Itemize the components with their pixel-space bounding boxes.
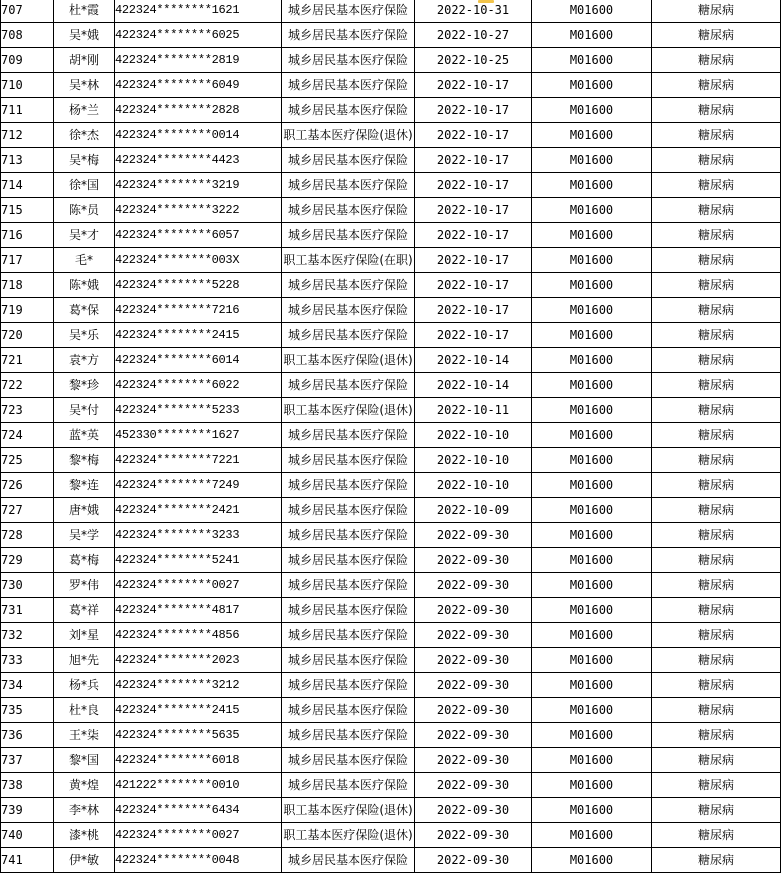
row-number-cell: 711 [1,98,54,123]
disease-name-cell: 糖尿病 [652,648,781,673]
insurance-type-cell: 城乡居民基本医疗保险 [282,98,415,123]
disease-code-cell: M01600 [532,448,652,473]
disease-name-cell: 糖尿病 [652,48,781,73]
id-number-cell: 422324********6057 [115,223,282,248]
disease-code-cell: M01600 [532,748,652,773]
row-number-cell: 712 [1,123,54,148]
date-cell: 2022-10-17 [415,198,532,223]
insurance-type-cell: 城乡居民基本医疗保险 [282,773,415,798]
disease-name-cell: 糖尿病 [652,548,781,573]
date-cell: 2022-09-30 [415,598,532,623]
id-number-cell: 422324********2415 [115,698,282,723]
table-row [1,98,781,123]
id-number-cell: 422324********0014 [115,123,282,148]
disease-name-cell: 糖尿病 [652,448,781,473]
disease-code-cell: M01600 [532,248,652,273]
table-row [1,373,781,398]
disease-code-cell: M01600 [532,623,652,648]
patient-name-cell: 李*林 [54,798,115,823]
id-number-cell: 422324********2421 [115,498,282,523]
disease-code-cell: M01600 [532,348,652,373]
row-number-cell: 718 [1,273,54,298]
insurance-type-cell: 城乡居民基本医疗保险 [282,48,415,73]
patient-name-cell: 吴*付 [54,398,115,423]
patient-name-cell: 毛* [54,248,115,273]
row-number-cell: 726 [1,473,54,498]
insurance-type-cell: 城乡居民基本医疗保险 [282,473,415,498]
patient-name-cell: 罗*伟 [54,573,115,598]
table-row [1,273,781,298]
row-number-cell: 731 [1,598,54,623]
row-number-cell: 716 [1,223,54,248]
table-row [1,173,781,198]
patient-name-cell: 唐*娥 [54,498,115,523]
row-number-cell: 719 [1,298,54,323]
insurance-type-cell: 城乡居民基本医疗保险 [282,73,415,98]
row-number-cell: 709 [1,48,54,73]
date-cell: 2022-09-30 [415,773,532,798]
date-cell: 2022-09-30 [415,648,532,673]
date-cell: 2022-10-17 [415,123,532,148]
insurance-type-cell: 城乡居民基本医疗保险 [282,648,415,673]
insurance-type-cell: 城乡居民基本医疗保险 [282,323,415,348]
insurance-type-cell: 城乡居民基本医疗保险 [282,523,415,548]
patient-name-cell: 刘*星 [54,623,115,648]
table-row [1,198,781,223]
patient-name-cell: 吴*林 [54,73,115,98]
row-number-cell: 740 [1,823,54,848]
date-cell: 2022-10-17 [415,298,532,323]
table-row [1,298,781,323]
disease-name-cell: 糖尿病 [652,248,781,273]
disease-code-cell: M01600 [532,473,652,498]
disease-code-cell: M01600 [532,223,652,248]
id-number-cell: 422324********1621 [115,0,282,23]
disease-code-cell: M01600 [532,48,652,73]
insurance-type-cell: 职工基本医疗保险(退休) [282,123,415,148]
insurance-type-cell: 职工基本医疗保险(退休) [282,398,415,423]
disease-name-cell: 糖尿病 [652,498,781,523]
patient-name-cell: 袁*方 [54,348,115,373]
date-cell: 2022-09-30 [415,548,532,573]
id-number-cell: 422324********6018 [115,748,282,773]
disease-code-cell: M01600 [532,373,652,398]
id-number-cell: 422324********3219 [115,173,282,198]
disease-code-cell: M01600 [532,173,652,198]
disease-code-cell: M01600 [532,773,652,798]
row-number-cell: 720 [1,323,54,348]
id-number-cell: 422324********5233 [115,398,282,423]
insurance-type-cell: 城乡居民基本医疗保险 [282,548,415,573]
disease-code-cell: M01600 [532,698,652,723]
patient-name-cell: 葛*祥 [54,598,115,623]
date-cell: 2022-10-10 [415,423,532,448]
disease-code-cell: M01600 [532,523,652,548]
patient-name-cell: 黎*国 [54,748,115,773]
disease-name-cell: 糖尿病 [652,623,781,648]
insurance-type-cell: 城乡居民基本医疗保险 [282,23,415,48]
date-cell: 2022-09-30 [415,673,532,698]
disease-name-cell: 糖尿病 [652,73,781,98]
insurance-type-cell: 城乡居民基本医疗保险 [282,573,415,598]
disease-code-cell: M01600 [532,498,652,523]
disease-name-cell: 糖尿病 [652,523,781,548]
disease-name-cell: 糖尿病 [652,848,781,873]
date-cell: 2022-10-17 [415,273,532,298]
patient-name-cell: 徐*杰 [54,123,115,148]
row-number-cell: 741 [1,848,54,873]
table-row [1,598,781,623]
table-row [1,23,781,48]
patient-name-cell: 旭*先 [54,648,115,673]
id-number-cell: 422324********3222 [115,198,282,223]
row-number-cell: 729 [1,548,54,573]
row-number-cell: 736 [1,723,54,748]
insurance-type-cell: 城乡居民基本医疗保险 [282,848,415,873]
id-number-cell: 422324********7216 [115,298,282,323]
disease-code-cell: M01600 [532,673,652,698]
table-row [1,723,781,748]
date-cell: 2022-09-30 [415,623,532,648]
disease-name-cell: 糖尿病 [652,823,781,848]
disease-code-cell: M01600 [532,573,652,598]
insurance-type-cell: 城乡居民基本医疗保险 [282,598,415,623]
table-row [1,648,781,673]
disease-name-cell: 糖尿病 [652,798,781,823]
disease-code-cell: M01600 [532,73,652,98]
date-cell: 2022-09-30 [415,798,532,823]
date-cell: 2022-10-17 [415,148,532,173]
insurance-type-cell: 城乡居民基本医疗保险 [282,198,415,223]
disease-name-cell: 糖尿病 [652,423,781,448]
date-cell: 2022-10-10 [415,448,532,473]
id-number-cell: 422324********5635 [115,723,282,748]
id-number-cell: 422324********4856 [115,623,282,648]
date-cell: 2022-09-30 [415,848,532,873]
table-row [1,148,781,173]
disease-code-cell: M01600 [532,198,652,223]
patient-name-cell: 黎*连 [54,473,115,498]
row-number-cell: 725 [1,448,54,473]
table-row [1,0,781,23]
patient-name-cell: 黄*煌 [54,773,115,798]
row-number-cell: 727 [1,498,54,523]
patient-name-cell: 吴*乐 [54,323,115,348]
date-cell: 2022-10-27 [415,23,532,48]
table-row [1,423,781,448]
disease-name-cell: 糖尿病 [652,673,781,698]
disease-name-cell: 糖尿病 [652,198,781,223]
row-number-cell: 722 [1,373,54,398]
row-number-cell: 714 [1,173,54,198]
disease-name-cell: 糖尿病 [652,323,781,348]
row-number-cell: 708 [1,23,54,48]
disease-code-cell: M01600 [532,798,652,823]
id-number-cell: 422324********3233 [115,523,282,548]
disease-name-cell: 糖尿病 [652,273,781,298]
disease-name-cell: 糖尿病 [652,298,781,323]
patient-name-cell: 陈*员 [54,198,115,223]
patient-name-cell: 吴*才 [54,223,115,248]
table-row [1,823,781,848]
insurance-type-cell: 城乡居民基本医疗保险 [282,423,415,448]
insurance-type-cell: 城乡居民基本医疗保险 [282,273,415,298]
disease-code-cell: M01600 [532,423,652,448]
patient-name-cell: 吴*娥 [54,23,115,48]
insurance-type-cell: 城乡居民基本医疗保险 [282,673,415,698]
table-row [1,748,781,773]
table-row [1,123,781,148]
patient-name-cell: 徐*国 [54,173,115,198]
row-number-cell: 728 [1,523,54,548]
table-row [1,48,781,73]
disease-code-cell: M01600 [532,0,652,23]
insurance-type-cell: 职工基本医疗保险(在职) [282,248,415,273]
id-number-cell: 422324********7221 [115,448,282,473]
id-number-cell: 421222********0010 [115,773,282,798]
id-number-cell: 422324********6025 [115,23,282,48]
patient-name-cell: 漆*桃 [54,823,115,848]
patient-name-cell: 吴*学 [54,523,115,548]
disease-name-cell: 糖尿病 [652,373,781,398]
row-number-cell: 737 [1,748,54,773]
table-body [1,0,781,873]
row-number-cell: 738 [1,773,54,798]
disease-name-cell: 糖尿病 [652,148,781,173]
disease-name-cell: 糖尿病 [652,573,781,598]
date-cell: 2022-10-10 [415,473,532,498]
id-number-cell: 422324********4423 [115,148,282,173]
insurance-type-cell: 城乡居民基本医疗保险 [282,723,415,748]
id-number-cell: 452330********1627 [115,423,282,448]
date-cell: 2022-10-14 [415,348,532,373]
patient-name-cell: 黎*梅 [54,448,115,473]
date-cell: 2022-10-31 [415,0,532,23]
date-cell: 2022-10-17 [415,248,532,273]
table-row [1,448,781,473]
insurance-type-cell: 城乡居民基本医疗保险 [282,173,415,198]
table-row [1,573,781,598]
id-number-cell: 422324********6014 [115,348,282,373]
patient-name-cell: 杜*良 [54,698,115,723]
id-number-cell: 422324********4817 [115,598,282,623]
row-number-cell: 733 [1,648,54,673]
id-number-cell: 422324********0027 [115,823,282,848]
disease-name-cell: 糖尿病 [652,723,781,748]
insurance-type-cell: 职工基本医疗保险(退休) [282,823,415,848]
table-row [1,623,781,648]
date-cell: 2022-09-30 [415,723,532,748]
table-row [1,698,781,723]
id-number-cell: 422324********2828 [115,98,282,123]
disease-code-cell: M01600 [532,598,652,623]
patient-name-cell: 杨*兰 [54,98,115,123]
row-number-cell: 717 [1,248,54,273]
patient-name-cell: 杜*霞 [54,0,115,23]
disease-name-cell: 糖尿病 [652,0,781,23]
disease-code-cell: M01600 [532,273,652,298]
id-number-cell: 422324********5241 [115,548,282,573]
table-row [1,548,781,573]
date-cell: 2022-10-17 [415,173,532,198]
table-row [1,848,781,873]
patient-name-cell: 吴*梅 [54,148,115,173]
table-row [1,323,781,348]
table-row [1,773,781,798]
id-number-cell: 422324********2819 [115,48,282,73]
disease-name-cell: 糖尿病 [652,348,781,373]
disease-name-cell: 糖尿病 [652,223,781,248]
disease-code-cell: M01600 [532,648,652,673]
disease-code-cell: M01600 [532,123,652,148]
disease-name-cell: 糖尿病 [652,398,781,423]
id-number-cell: 422324********6049 [115,73,282,98]
row-number-cell: 724 [1,423,54,448]
table-row [1,523,781,548]
insurance-type-cell: 城乡居民基本医疗保险 [282,698,415,723]
insurance-type-cell: 城乡居民基本医疗保险 [282,298,415,323]
disease-name-cell: 糖尿病 [652,598,781,623]
patient-name-cell: 黎*珍 [54,373,115,398]
table-row [1,498,781,523]
disease-code-cell: M01600 [532,148,652,173]
insurance-type-cell: 城乡居民基本医疗保险 [282,623,415,648]
date-cell: 2022-10-25 [415,48,532,73]
insurance-type-cell: 城乡居民基本医疗保险 [282,498,415,523]
disease-name-cell: 糖尿病 [652,123,781,148]
date-cell: 2022-10-17 [415,223,532,248]
patient-name-cell: 伊*敏 [54,848,115,873]
patient-name-cell: 王*柒 [54,723,115,748]
date-cell: 2022-10-09 [415,498,532,523]
table-row [1,673,781,698]
id-number-cell: 422324********7249 [115,473,282,498]
row-number-cell: 707 [1,0,54,23]
id-number-cell: 422324********0048 [115,848,282,873]
disease-code-cell: M01600 [532,548,652,573]
row-number-cell: 710 [1,73,54,98]
patient-name-cell: 陈*娥 [54,273,115,298]
disease-code-cell: M01600 [532,823,652,848]
row-number-cell: 730 [1,573,54,598]
date-cell: 2022-09-30 [415,698,532,723]
row-number-cell: 713 [1,148,54,173]
insurance-type-cell: 城乡居民基本医疗保险 [282,373,415,398]
disease-code-cell: M01600 [532,848,652,873]
insurance-type-cell: 城乡居民基本医疗保险 [282,448,415,473]
insurance-type-cell: 城乡居民基本医疗保险 [282,0,415,23]
id-number-cell: 422324********6022 [115,373,282,398]
insurance-type-cell: 职工基本医疗保险(退休) [282,798,415,823]
id-number-cell: 422324********003X [115,248,282,273]
date-cell: 2022-10-17 [415,98,532,123]
insurance-type-cell: 城乡居民基本医疗保险 [282,148,415,173]
date-cell: 2022-09-30 [415,823,532,848]
table-row [1,398,781,423]
date-cell: 2022-10-17 [415,323,532,348]
insurance-type-cell: 城乡居民基本医疗保险 [282,748,415,773]
date-cell: 2022-09-30 [415,748,532,773]
patient-name-cell: 杨*兵 [54,673,115,698]
table-row [1,248,781,273]
disease-code-cell: M01600 [532,98,652,123]
row-number-cell: 721 [1,348,54,373]
disease-code-cell: M01600 [532,23,652,48]
table-row [1,473,781,498]
date-cell: 2022-10-14 [415,373,532,398]
disease-name-cell: 糖尿病 [652,698,781,723]
id-number-cell: 422324********0027 [115,573,282,598]
insurance-type-cell: 职工基本医疗保险(退休) [282,348,415,373]
insurance-type-cell: 城乡居民基本医疗保险 [282,223,415,248]
patient-name-cell: 胡*刚 [54,48,115,73]
id-number-cell: 422324********3212 [115,673,282,698]
id-number-cell: 422324********2023 [115,648,282,673]
disease-name-cell: 糖尿病 [652,473,781,498]
id-number-cell: 422324********5228 [115,273,282,298]
table-row [1,73,781,98]
row-number-cell: 732 [1,623,54,648]
disease-code-cell: M01600 [532,723,652,748]
table-row [1,223,781,248]
date-cell: 2022-10-17 [415,73,532,98]
disease-name-cell: 糖尿病 [652,98,781,123]
row-number-cell: 715 [1,198,54,223]
patient-name-cell: 葛*保 [54,298,115,323]
row-number-cell: 735 [1,698,54,723]
date-cell: 2022-09-30 [415,573,532,598]
disease-name-cell: 糖尿病 [652,748,781,773]
disease-code-cell: M01600 [532,323,652,348]
id-number-cell: 422324********6434 [115,798,282,823]
row-number-cell: 723 [1,398,54,423]
table-row [1,348,781,373]
row-number-cell: 734 [1,673,54,698]
date-cell: 2022-09-30 [415,523,532,548]
row-number-cell: 739 [1,798,54,823]
disease-code-cell: M01600 [532,298,652,323]
disease-name-cell: 糖尿病 [652,23,781,48]
patient-name-cell: 蓝*英 [54,423,115,448]
table-row [1,798,781,823]
date-cell: 2022-10-11 [415,398,532,423]
id-number-cell: 422324********2415 [115,323,282,348]
disease-name-cell: 糖尿病 [652,173,781,198]
patient-name-cell: 葛*梅 [54,548,115,573]
disease-code-cell: M01600 [532,398,652,423]
disease-name-cell: 糖尿病 [652,773,781,798]
